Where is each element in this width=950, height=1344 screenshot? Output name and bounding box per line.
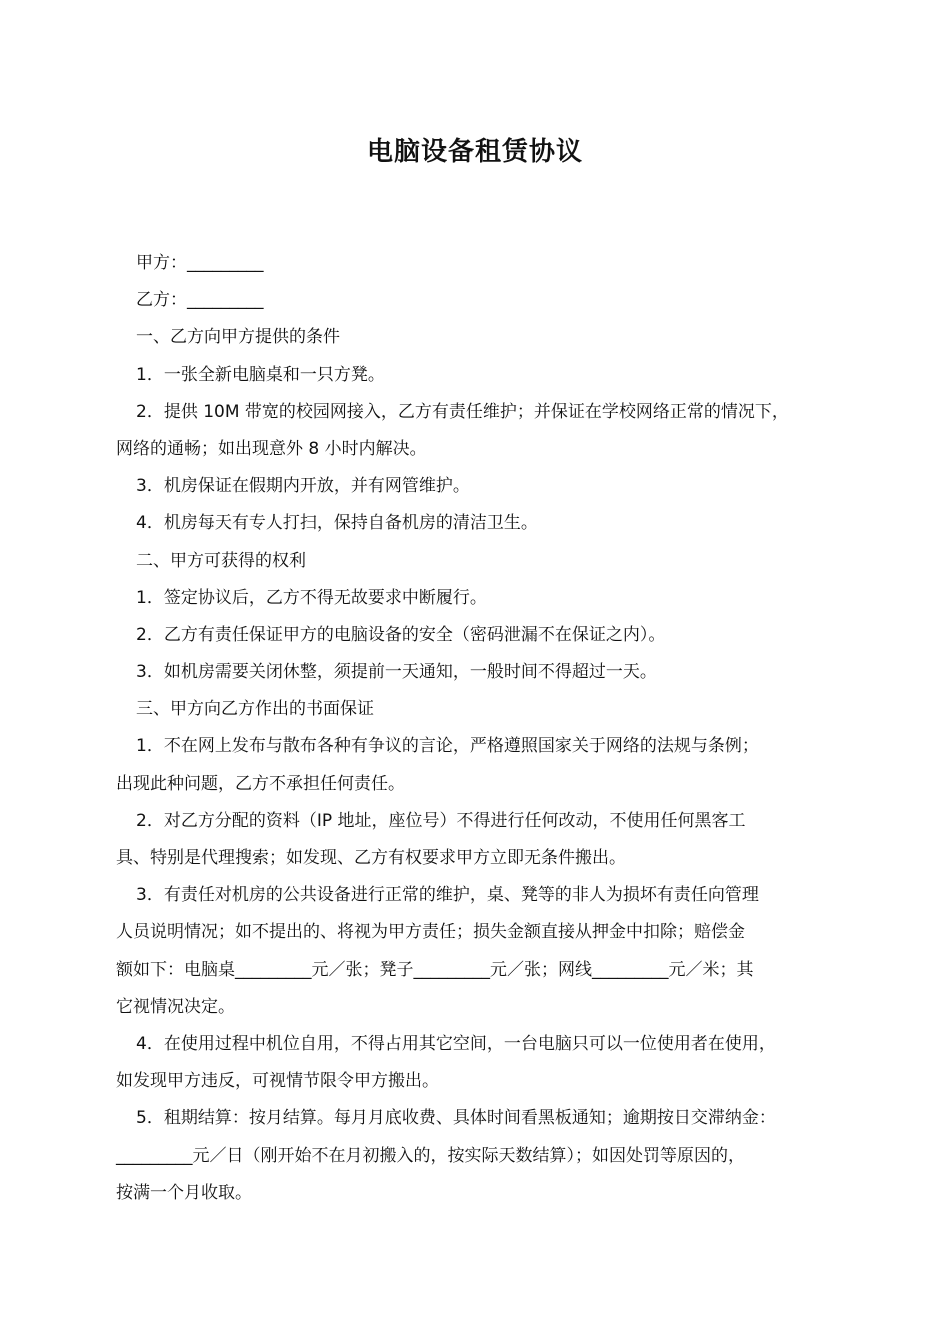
document-line: 具、特别是代理搜索；如发现、乙方有权要求甲方立即无条件搬出。 (116, 848, 626, 868)
document-line: 三、甲方向乙方作出的书面保证 (136, 699, 374, 720)
document-line: 2．提供 10M 带宽的校园网接入，乙方有责任维护；并保证在学校网络正常的情况下， (136, 401, 789, 422)
document-line: 乙方：_________ (136, 290, 264, 311)
document-line: 甲方：_________ (136, 253, 264, 273)
document-line: 2．对乙方分配的资料（IP 地址，座位号）不得进行任何改动，不使用任何黑客工 (136, 810, 746, 831)
document-title: 电脑设备租赁协议 (366, 137, 583, 167)
document-line: 它视情况决定。 (116, 996, 235, 1017)
document-line: 2．乙方有责任保证甲方的电脑设备的安全（密码泄漏不在保证之内）。 (136, 624, 666, 645)
document-line: 5．租期结算：按月结算。每月月底收费、具体时间看黑板通知；逾期按日交滞纳金： (136, 1108, 776, 1129)
document-line: 1．签定协议后，乙方不得无故要求中断履行。 (136, 587, 487, 608)
document-line: 二、甲方可获得的权利 (136, 550, 306, 571)
document-line: 3．机房保证在假期内开放，并有网管维护。 (136, 476, 470, 497)
document-line: 如发现甲方违反，可视情节限令甲方搬出。 (116, 1071, 439, 1092)
document-line: 1．不在网上发布与散布各种有争议的言论，严格遵照国家关于网络的法规与条例； (136, 736, 759, 757)
document-line: 一、乙方向甲方提供的条件 (136, 327, 340, 348)
document-line: 1．一张全新电脑桌和一只方凳。 (136, 364, 385, 385)
document-line: 3．如机房需要关闭休整，须提前一天通知，一般时间不得超过一天。 (136, 662, 657, 683)
document-line: 出现此种问题，乙方不承担任何责任。 (116, 773, 405, 794)
document-line: 4．在使用过程中机位自用，不得占用其它空间，一台电脑只可以一位使用者在使用， (136, 1033, 776, 1054)
document-line: 按满一个月收取。 (116, 1182, 252, 1203)
document-line: 4．机房每天有专人打扫，保持自备机房的清洁卫生。 (136, 513, 538, 534)
document-line: _________元／日（刚开始不在月初搬入的，按实际天数结算）；如因处罚等原因的， (116, 1145, 745, 1166)
document-line: 人员说明情况；如不提出的、将视为甲方责任；损失金额直接从押金中扣除；赔偿金 (116, 922, 745, 943)
document-line: 额如下：电脑桌_________元／张；凳子_________元／张；网线_________元／米；其 (116, 959, 754, 980)
document-line: 3．有责任对机房的公共设备进行正常的维护，桌、凳等的非人为损坏有责任向管理 (136, 885, 759, 906)
document-line: 网络的通畅；如出现意外 8 小时内解决。 (116, 438, 427, 459)
document-body (116, 245, 850, 1212)
